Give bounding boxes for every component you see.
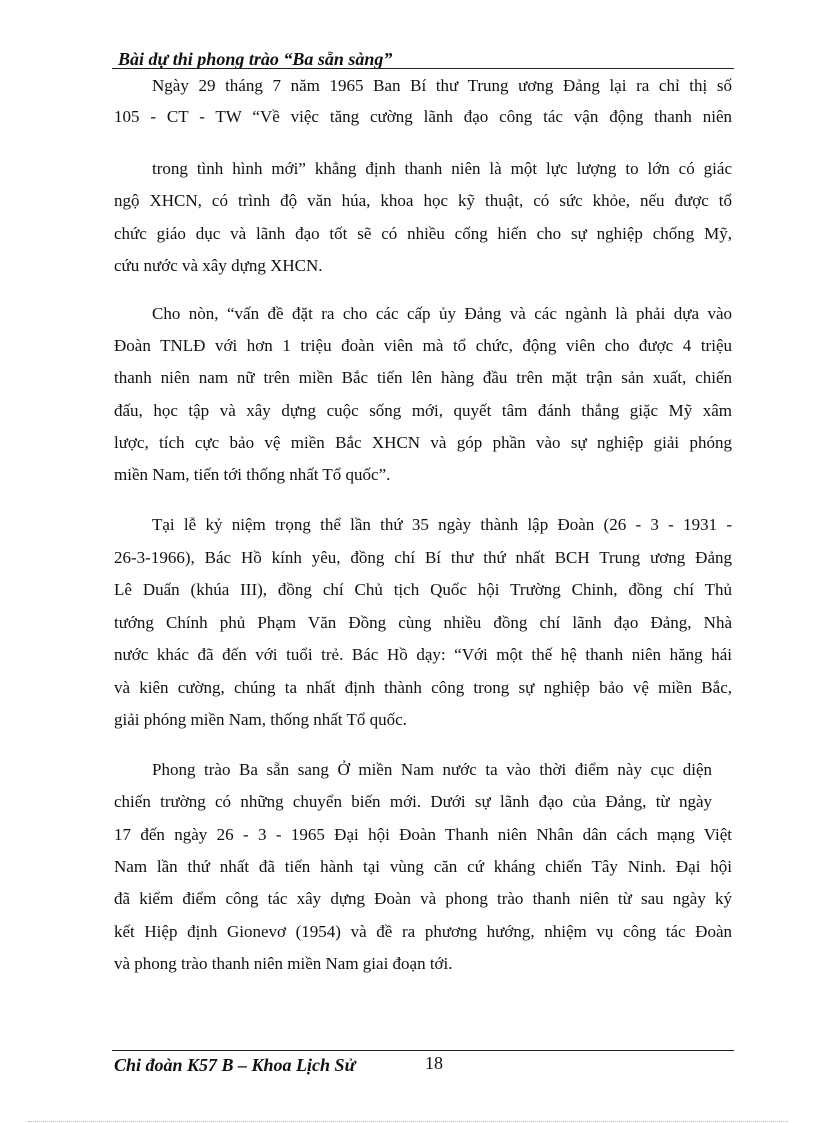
body-text-line: chức giáo dục và lãnh đạo tốt sẽ có nhiều cống hiến cho sự nghiệp chống Mỹ, [114,224,732,243]
body-text-line: đã kiểm điểm công tác xây dựng Đoàn và phong trào thanh niên từ sau ngày ký [114,889,732,908]
body-text-line: Nam lần thứ nhất đã tiến hành tại vùng căn cứ kháng chiến Tây Ninh. Đại hội [114,857,732,876]
header-divider [112,68,734,69]
body-text-line: giải phóng miền Nam, thống nhất Tổ quốc. [114,710,407,729]
body-text-line: chiến trường có những chuyển biến mới. Dưới sự lãnh đạo của Đảng, từ ngày [114,792,712,811]
body-text-line: miền Nam, tiến tới thống nhất Tổ quốc”. [114,465,391,484]
body-text-line: và kiên cường, chúng ta nhất định thành công trong sự nghiệp bảo vệ miền Bắc, [114,678,732,697]
body-text-line: kết Hiệp định Gionevơ (1954) và đề ra phương hướng, nhiệm vụ công tác Đoàn [114,922,732,941]
page-number: 18 [425,1053,443,1073]
body-text-line: Cho nòn, “vấn đề đặt ra cho các cấp ủy Đảng và các ngành là phải dựa vào [152,304,732,323]
body-text-line: tướng Chính phủ Phạm Văn Đồng cùng nhiều đồng chí lãnh đạo Đảng, Nhà [114,613,732,632]
body-text-line: lược, tích cực bảo vệ miền Bắc XHCN và góp phần vào sự nghiệp giải phóng [114,433,732,452]
body-text-line: Ngày 29 tháng 7 năm 1965 Ban Bí thư Trung ương Đảng lại ra chỉ thị số [152,76,732,95]
page-bottom-dotted-border [28,1121,788,1122]
body-text-line: thanh niên nam nữ trên miền Bắc tiến lên hàng đầu trên mặt trận sản xuất, chiến [114,368,732,387]
footer-text: Chi đoàn K57 B – Khoa Lịch Sử [114,1055,356,1075]
body-text-line: trong tình hình mới” khẳng định thanh niên là một lực lượng to lớn có giác [152,159,732,178]
body-text-line: 26-3-1966), Bác Hồ kính yêu, đồng chí Bí thư thứ nhất BCH Trung ương Đảng [114,548,732,567]
body-text-line: cứu nước và xây dựng XHCN. [114,256,323,275]
body-text-line: Lê Duẩn (khúa III), đồng chí Chủ tịch Quốc hội Trường Chinh, đồng chí Thủ [114,580,732,599]
body-text-line: Tại lễ kỷ niệm trọng thể lần thứ 35 ngày thành lập Đoàn (26 - 3 - 1931 - [152,515,732,534]
body-text-line: nước khác đã đến với tuổi trẻ. Bác Hồ dạy: “Với một thế hệ thanh niên hăng hái [114,645,732,664]
body-text-line: Đoàn TNLĐ với hơn 1 triệu đoàn viên mà tổ chức, động viên cho được 4 triệu [114,336,732,355]
body-text-line: ngộ XHCN, có trình độ văn húa, khoa học kỹ thuật, có sức khỏe, nếu được tổ [114,191,732,210]
body-text-line: đấu, học tập và xây dựng cuộc sống mới, quyết tâm đánh thắng giặc Mỹ xâm [114,401,732,420]
body-text-line: Phong trào Ba sẵn sang Ở miền Nam nước ta vào thời điểm này cục diện [152,760,712,779]
page-header-title: Bài dự thi phong trào “Ba sẵn sàng” [118,49,393,69]
body-text-line: 105 - CT - TW “Về việc tăng cường lãnh đạo công tác vận động thanh niên [114,107,732,126]
body-text-line: 17 đến ngày 26 - 3 - 1965 Đại hội Đoàn Thanh niên Nhân dân cách mạng Việt [114,825,732,844]
body-text-line: và phong trào thanh niên miền Nam giai đoạn tới. [114,954,453,973]
footer-divider [112,1050,734,1051]
